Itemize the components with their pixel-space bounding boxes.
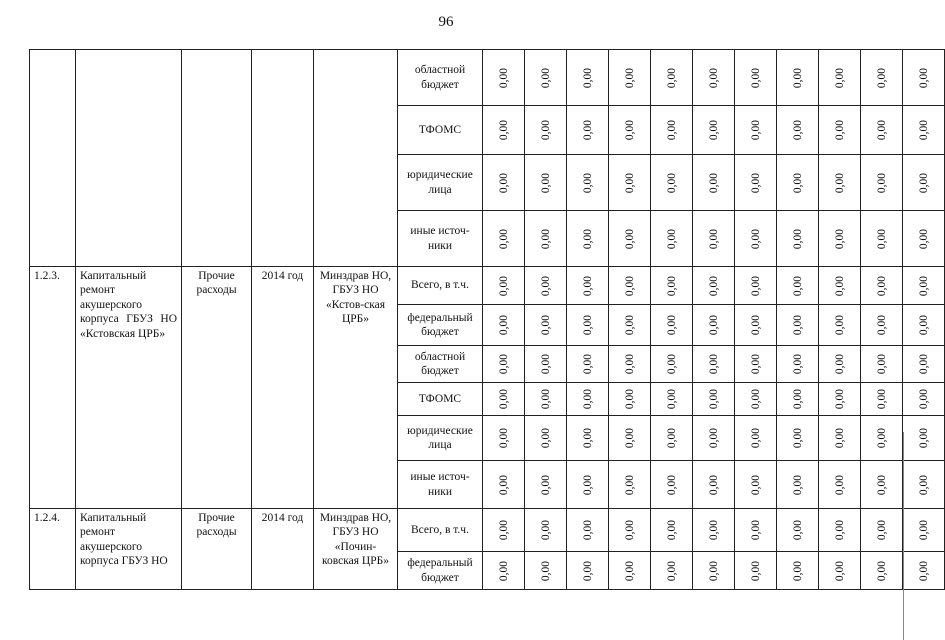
amount-cell (777, 106, 819, 155)
amount-cell (777, 416, 819, 461)
amount-value: 0,00 (791, 474, 804, 495)
amount-cell (483, 211, 525, 267)
funding-source: федеральный бюджет (398, 305, 483, 346)
funding-source: областной бюджет (398, 346, 483, 383)
amount-cell (777, 155, 819, 211)
amount-value: 0,00 (749, 427, 762, 449)
amount-value: 0,00 (707, 314, 720, 336)
amount-value: 0,00 (623, 353, 636, 375)
amount-cell (903, 211, 945, 267)
amount-cell (525, 106, 567, 155)
amount-value: 0,00 (917, 119, 930, 141)
amount-cell (903, 416, 945, 461)
amount-value: 0,00 (917, 474, 930, 495)
amount-cell (609, 552, 651, 590)
amount-cell (819, 509, 861, 552)
amount-value: 0,00 (875, 275, 888, 296)
amount-value: 0,00 (581, 560, 594, 581)
amount-cell (903, 509, 945, 552)
amount-cell (693, 305, 735, 346)
item-number: 1.2.4. (30, 509, 76, 590)
amount-value: 0,00 (623, 119, 636, 141)
amount-cell (525, 346, 567, 383)
amount-cell (777, 305, 819, 346)
amount-value: 0,00 (497, 314, 510, 336)
amount-value: 0,00 (833, 119, 846, 141)
amount-cell (777, 50, 819, 106)
amount-cell (861, 461, 903, 509)
amount-cell (819, 552, 861, 590)
amount-cell (525, 50, 567, 106)
amount-value: 0,00 (539, 172, 552, 193)
funding-source: Всего, в т.ч. (398, 267, 483, 305)
scan-edge-line (903, 432, 904, 640)
amount-value: 0,00 (791, 519, 804, 541)
amount-cell (567, 267, 609, 305)
amount-cell (693, 211, 735, 267)
amount-value: 0,00 (623, 314, 636, 336)
amount-value: 0,00 (497, 388, 510, 410)
item-year: 2014 год (252, 267, 314, 509)
amount-value: 0,00 (707, 388, 720, 410)
amount-value: 0,00 (497, 172, 510, 193)
amount-cell (861, 211, 903, 267)
amount-cell (861, 106, 903, 155)
amount-value: 0,00 (917, 388, 930, 410)
amount-cell (567, 552, 609, 590)
amount-cell (861, 416, 903, 461)
amount-cell (819, 155, 861, 211)
amount-value: 0,00 (665, 172, 678, 193)
amount-cell (483, 509, 525, 552)
amount-cell (567, 211, 609, 267)
amount-cell (483, 346, 525, 383)
amount-value: 0,00 (539, 67, 552, 88)
amount-value: 0,00 (791, 314, 804, 336)
amount-cell (525, 552, 567, 590)
amount-value: 0,00 (707, 172, 720, 193)
table-row (30, 267, 945, 305)
item-executor: Минздрав НО, ГБУЗ НО «Кстов-ская ЦРБ» (314, 267, 398, 509)
amount-cell (651, 461, 693, 509)
amount-cell (693, 416, 735, 461)
amount-cell (735, 552, 777, 590)
item-number: 1.2.3. (30, 267, 76, 509)
amount-cell (903, 267, 945, 305)
amount-cell (651, 552, 693, 590)
amount-value: 0,00 (665, 388, 678, 410)
amount-cell (819, 461, 861, 509)
amount-cell (483, 106, 525, 155)
amount-cell (903, 346, 945, 383)
amount-cell (525, 155, 567, 211)
amount-value: 0,00 (581, 353, 594, 375)
funding-source: областной бюджет (398, 50, 483, 106)
amount-value: 0,00 (665, 427, 678, 449)
amount-value: 0,00 (749, 388, 762, 410)
funding-source: ТФОМС (398, 106, 483, 155)
amount-value: 0,00 (581, 228, 594, 249)
amount-value: 0,00 (539, 427, 552, 449)
amount-value: 0,00 (917, 314, 930, 336)
item-expense-type: Прочие расходы (182, 509, 252, 590)
amount-value: 0,00 (539, 519, 552, 541)
amount-value: 0,00 (833, 353, 846, 375)
amount-value: 0,00 (875, 353, 888, 375)
amount-value: 0,00 (581, 519, 594, 541)
item-type-empty (182, 50, 252, 267)
amount-value: 0,00 (665, 119, 678, 141)
amount-value: 0,00 (707, 119, 720, 141)
amount-value: 0,00 (791, 427, 804, 449)
amount-cell (567, 509, 609, 552)
amount-value: 0,00 (875, 314, 888, 336)
amount-value: 0,00 (791, 353, 804, 375)
table-row (30, 50, 945, 106)
amount-value: 0,00 (707, 353, 720, 375)
amount-cell (693, 383, 735, 416)
amount-value: 0,00 (791, 228, 804, 249)
table-row (30, 509, 945, 552)
amount-cell (861, 305, 903, 346)
amount-cell (609, 50, 651, 106)
amount-value: 0,00 (539, 275, 552, 296)
funding-source: юридические лица (398, 155, 483, 211)
amount-value: 0,00 (917, 275, 930, 296)
amount-value: 0,00 (623, 172, 636, 193)
amount-value: 0,00 (791, 275, 804, 296)
amount-cell (651, 267, 693, 305)
amount-value: 0,00 (539, 560, 552, 581)
amount-value: 0,00 (497, 119, 510, 141)
amount-cell (609, 509, 651, 552)
amount-value: 0,00 (791, 119, 804, 141)
amount-value: 0,00 (875, 427, 888, 449)
amount-value: 0,00 (581, 67, 594, 88)
amount-cell (483, 383, 525, 416)
amount-cell (693, 50, 735, 106)
page-number: 96 (438, 14, 454, 30)
amount-cell (609, 106, 651, 155)
amount-value: 0,00 (749, 67, 762, 88)
amount-value: 0,00 (791, 172, 804, 193)
amount-value: 0,00 (623, 560, 636, 581)
amount-cell (567, 106, 609, 155)
amount-cell (819, 305, 861, 346)
amount-value: 0,00 (665, 519, 678, 541)
amount-value: 0,00 (875, 388, 888, 410)
amount-cell (903, 552, 945, 590)
amount-value: 0,00 (791, 67, 804, 88)
amount-value: 0,00 (623, 519, 636, 541)
amount-value: 0,00 (833, 67, 846, 88)
amount-value: 0,00 (833, 314, 846, 336)
item-name: Капитальный ремонт акушерского корпуса ГБУЗ НО «Кстовская ЦРБ» (76, 267, 182, 509)
amount-value: 0,00 (833, 560, 846, 581)
amount-value: 0,00 (749, 353, 762, 375)
amount-cell (483, 461, 525, 509)
amount-value: 0,00 (581, 427, 594, 449)
amount-value: 0,00 (497, 474, 510, 495)
amount-value: 0,00 (581, 388, 594, 410)
amount-cell (861, 509, 903, 552)
amount-cell (525, 383, 567, 416)
item-expense-type: Прочие расходы (182, 267, 252, 509)
amount-cell (609, 305, 651, 346)
amount-cell (735, 305, 777, 346)
amount-cell (609, 346, 651, 383)
amount-value: 0,00 (749, 519, 762, 541)
amount-value: 0,00 (917, 427, 930, 449)
amount-value: 0,00 (623, 474, 636, 495)
amount-value: 0,00 (917, 228, 930, 249)
amount-cell (567, 50, 609, 106)
amount-value: 0,00 (875, 228, 888, 249)
amount-value: 0,00 (497, 560, 510, 581)
item-executor: Минздрав НО, ГБУЗ НО «Почин-ковская ЦРБ» (314, 509, 398, 590)
amount-cell (819, 50, 861, 106)
amount-cell (693, 346, 735, 383)
amount-cell (567, 461, 609, 509)
amount-cell (903, 461, 945, 509)
amount-cell (483, 552, 525, 590)
amount-value: 0,00 (497, 353, 510, 375)
amount-cell (609, 383, 651, 416)
amount-cell (861, 552, 903, 590)
amount-cell (819, 383, 861, 416)
amount-cell (735, 383, 777, 416)
amount-cell (903, 383, 945, 416)
amount-cell (819, 267, 861, 305)
budget-table (29, 49, 945, 590)
funding-source: иные источ-ники (398, 211, 483, 267)
amount-cell (525, 509, 567, 552)
amount-cell (693, 552, 735, 590)
amount-value: 0,00 (665, 560, 678, 581)
amount-cell (693, 509, 735, 552)
amount-value: 0,00 (707, 560, 720, 581)
item-name: Капитальный ремонт акушерского корпуса ГБУЗ НО (76, 509, 182, 590)
funding-source: юридические лица (398, 416, 483, 461)
amount-value: 0,00 (581, 474, 594, 495)
amount-cell (525, 211, 567, 267)
amount-cell (735, 211, 777, 267)
amount-value: 0,00 (539, 474, 552, 495)
amount-cell (567, 346, 609, 383)
amount-value: 0,00 (623, 275, 636, 296)
amount-value: 0,00 (665, 353, 678, 375)
amount-value: 0,00 (917, 560, 930, 581)
funding-source: ТФОМС (398, 383, 483, 416)
amount-cell (861, 50, 903, 106)
amount-cell (483, 267, 525, 305)
amount-cell (651, 346, 693, 383)
amount-value: 0,00 (665, 228, 678, 249)
amount-cell (609, 211, 651, 267)
amount-value: 0,00 (665, 275, 678, 296)
amount-value: 0,00 (539, 388, 552, 410)
amount-cell (651, 416, 693, 461)
amount-value: 0,00 (749, 172, 762, 193)
amount-cell (525, 416, 567, 461)
amount-cell (483, 155, 525, 211)
amount-value: 0,00 (707, 228, 720, 249)
amount-value: 0,00 (791, 388, 804, 410)
amount-value: 0,00 (707, 474, 720, 495)
amount-cell (735, 416, 777, 461)
item-executor-empty (314, 50, 398, 267)
amount-cell (567, 383, 609, 416)
amount-cell (735, 106, 777, 155)
amount-value: 0,00 (749, 228, 762, 249)
amount-value: 0,00 (749, 560, 762, 581)
amount-cell (777, 383, 819, 416)
amount-value: 0,00 (833, 172, 846, 193)
amount-cell (651, 383, 693, 416)
amount-cell (651, 50, 693, 106)
amount-value: 0,00 (707, 67, 720, 88)
item-name-empty (76, 50, 182, 267)
amount-cell (651, 155, 693, 211)
amount-value: 0,00 (623, 427, 636, 449)
amount-cell (819, 211, 861, 267)
amount-value: 0,00 (917, 519, 930, 541)
amount-value: 0,00 (833, 275, 846, 296)
amount-value: 0,00 (791, 560, 804, 581)
amount-cell (777, 346, 819, 383)
amount-cell (861, 155, 903, 211)
amount-value: 0,00 (833, 474, 846, 495)
amount-value: 0,00 (833, 388, 846, 410)
amount-value: 0,00 (581, 119, 594, 141)
amount-value: 0,00 (497, 519, 510, 541)
amount-value: 0,00 (707, 427, 720, 449)
amount-cell (609, 461, 651, 509)
amount-cell (777, 267, 819, 305)
amount-value: 0,00 (749, 314, 762, 336)
amount-cell (861, 383, 903, 416)
amount-cell (651, 106, 693, 155)
amount-cell (777, 509, 819, 552)
amount-cell (693, 106, 735, 155)
amount-value: 0,00 (581, 314, 594, 336)
amount-value: 0,00 (707, 275, 720, 296)
amount-value: 0,00 (497, 228, 510, 249)
amount-value: 0,00 (707, 519, 720, 541)
amount-cell (651, 305, 693, 346)
amount-cell (483, 305, 525, 346)
amount-cell (735, 461, 777, 509)
amount-value: 0,00 (539, 119, 552, 141)
amount-cell (819, 106, 861, 155)
amount-value: 0,00 (749, 275, 762, 296)
amount-cell (735, 155, 777, 211)
amount-value: 0,00 (497, 427, 510, 449)
amount-cell (483, 50, 525, 106)
amount-value: 0,00 (749, 119, 762, 141)
amount-cell (567, 416, 609, 461)
amount-value: 0,00 (539, 228, 552, 249)
amount-value: 0,00 (833, 228, 846, 249)
amount-cell (903, 50, 945, 106)
amount-value: 0,00 (539, 353, 552, 375)
amount-cell (903, 106, 945, 155)
amount-cell (735, 50, 777, 106)
amount-cell (567, 155, 609, 211)
amount-cell (525, 267, 567, 305)
amount-cell (735, 346, 777, 383)
amount-cell (693, 267, 735, 305)
amount-cell (735, 267, 777, 305)
amount-value: 0,00 (875, 67, 888, 88)
amount-value: 0,00 (665, 474, 678, 495)
amount-value: 0,00 (623, 388, 636, 410)
amount-value: 0,00 (539, 314, 552, 336)
amount-value: 0,00 (665, 67, 678, 88)
amount-cell (651, 211, 693, 267)
amount-value: 0,00 (749, 474, 762, 495)
amount-value: 0,00 (875, 172, 888, 193)
amount-cell (609, 416, 651, 461)
amount-cell (609, 267, 651, 305)
amount-cell (777, 461, 819, 509)
funding-source: Всего, в т.ч. (398, 509, 483, 552)
amount-value: 0,00 (497, 275, 510, 296)
amount-cell (483, 416, 525, 461)
amount-cell (525, 461, 567, 509)
amount-cell (819, 346, 861, 383)
amount-value: 0,00 (581, 172, 594, 193)
amount-value: 0,00 (875, 519, 888, 541)
item-year: 2014 год (252, 509, 314, 590)
amount-cell (861, 346, 903, 383)
amount-cell (609, 155, 651, 211)
amount-value: 0,00 (917, 353, 930, 375)
amount-cell (777, 552, 819, 590)
amount-cell (567, 305, 609, 346)
amount-cell (777, 211, 819, 267)
amount-value: 0,00 (623, 228, 636, 249)
amount-value: 0,00 (875, 474, 888, 495)
amount-value: 0,00 (833, 427, 846, 449)
amount-cell (525, 305, 567, 346)
amount-value: 0,00 (875, 119, 888, 141)
amount-cell (693, 461, 735, 509)
item-year-empty (252, 50, 314, 267)
amount-value: 0,00 (875, 560, 888, 581)
amount-cell (903, 305, 945, 346)
amount-value: 0,00 (581, 275, 594, 296)
funding-source: иные источ-ники (398, 461, 483, 509)
amount-value: 0,00 (833, 519, 846, 541)
amount-cell (651, 509, 693, 552)
amount-value: 0,00 (917, 67, 930, 88)
funding-source: федеральный бюджет (398, 552, 483, 590)
amount-cell (861, 267, 903, 305)
amount-cell (819, 416, 861, 461)
amount-value: 0,00 (917, 172, 930, 193)
amount-value: 0,00 (497, 67, 510, 88)
amount-cell (693, 155, 735, 211)
amount-value: 0,00 (665, 314, 678, 336)
amount-value: 0,00 (623, 67, 636, 88)
item-number-empty (30, 50, 76, 267)
amount-cell (735, 509, 777, 552)
amount-cell (903, 155, 945, 211)
